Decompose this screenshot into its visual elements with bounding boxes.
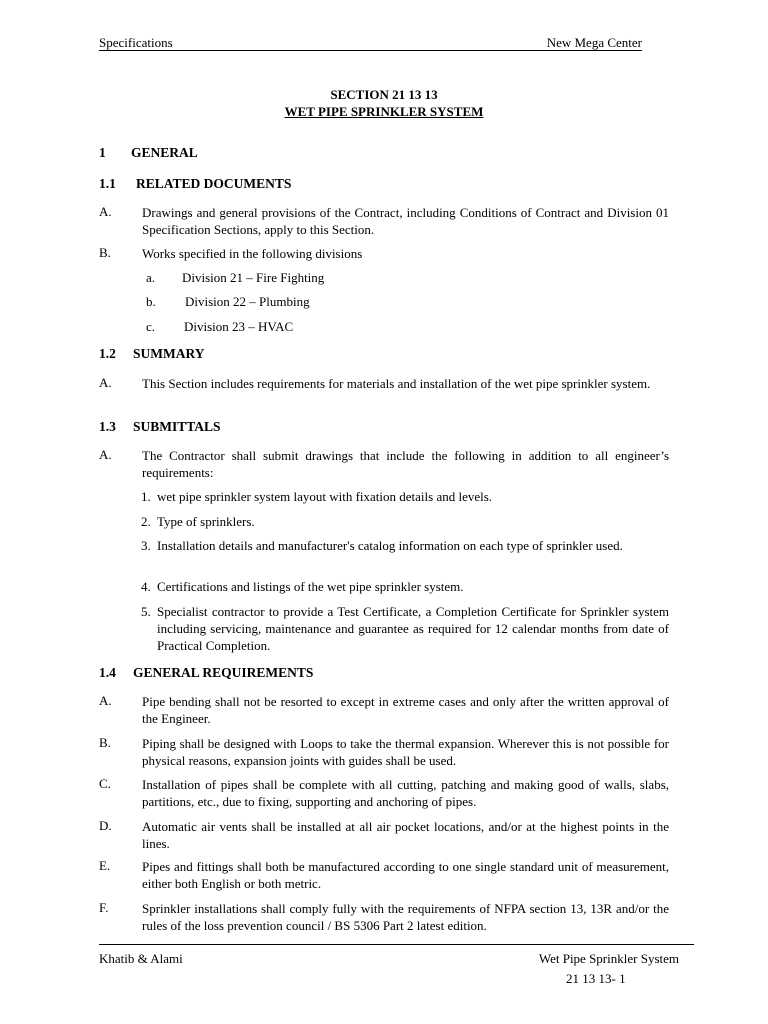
numbered-item-marker: 5. xyxy=(141,604,151,619)
paragraph-marker: B. xyxy=(99,245,111,260)
article-label: SUBMITTALS xyxy=(133,419,221,434)
numbered-item xyxy=(141,488,669,505)
article-number: 1.3 xyxy=(99,419,116,434)
article-number: 1.1 xyxy=(99,176,116,191)
paragraph-text: Pipes and fittings shall both be manufactured according to one single standard unit of measurement, either both English or both metric. xyxy=(142,859,669,891)
sub-item-text: Division 21 – Fire Fighting xyxy=(182,270,325,285)
paragraph-marker: D. xyxy=(99,818,112,833)
numbered-item xyxy=(141,578,669,595)
numbered-item-text: Type of sprinklers. xyxy=(157,514,255,529)
paragraph-text: Installation of pipes shall be complete with all cutting, patching and making good of walls, slabs, partitions, etc., due to fixing, supporting and anchoring of pipes. xyxy=(142,777,669,809)
article-heading xyxy=(99,665,313,681)
paragraph xyxy=(99,245,669,262)
sub-item-marker: c. xyxy=(146,319,156,334)
paragraph-text: This Section includes requirements for materials and installation of the wet pipe sprinkler system. xyxy=(142,376,651,391)
part-heading xyxy=(99,145,198,161)
paragraph xyxy=(99,858,669,892)
header-right: New Mega Center xyxy=(546,35,642,50)
sub-item xyxy=(146,294,310,310)
paragraph-text: Drawings and general provisions of the Contract, including Conditions of Contract and Division 01 Specification Sections, apply to this Section. xyxy=(142,205,669,237)
paragraph-text: Sprinkler installations shall comply fully with the requirements of NFPA section 13, 13R and/or the rules of the loss prevention council / BS 5306 Part 2 latest edition. xyxy=(142,901,669,933)
paragraph-marker: C. xyxy=(99,776,111,791)
paragraph-marker: A. xyxy=(99,204,112,219)
paragraph-text: Pipe bending shall not be resorted to except in extreme cases and only after the written approval of the Engineer. xyxy=(142,694,669,726)
numbered-item xyxy=(141,537,669,554)
article-heading xyxy=(99,346,205,362)
paragraph-text: Automatic air vents shall be installed at all air pocket locations, and/or at the highest points in the lines. xyxy=(142,819,669,851)
article-label: RELATED DOCUMENTS xyxy=(136,176,292,191)
article-label: SUMMARY xyxy=(133,346,205,361)
article-number: 1.4 xyxy=(99,665,116,680)
part-number: 1 xyxy=(99,145,106,160)
paragraph-marker: B. xyxy=(99,735,111,750)
sub-item-marker: b. xyxy=(146,294,156,309)
sub-item-marker: a. xyxy=(146,270,156,285)
paragraph-marker: F. xyxy=(99,900,109,915)
numbered-item-text: Certifications and listings of the wet pipe sprinkler system. xyxy=(157,579,464,594)
paragraph-marker: A. xyxy=(99,447,112,462)
paragraph-text: Works specified in the following divisions xyxy=(142,246,363,261)
part-label: GENERAL xyxy=(131,145,198,160)
paragraph-marker: A. xyxy=(99,375,112,390)
paragraph xyxy=(99,735,669,769)
paragraph xyxy=(99,776,669,810)
numbered-item-marker: 3. xyxy=(141,538,151,553)
paragraph xyxy=(99,204,669,238)
paragraph xyxy=(99,900,669,934)
numbered-item-marker: 2. xyxy=(141,514,151,529)
article-heading xyxy=(99,419,221,435)
numbered-item-marker: 4. xyxy=(141,579,151,594)
page-header xyxy=(99,34,642,51)
header-left: Specifications xyxy=(99,35,173,50)
paragraph-text: Piping shall be designed with Loops to take the thermal expansion. Wherever this is not possible for physical reasons, expansion joints with guides shall be used. xyxy=(142,736,669,768)
paragraph xyxy=(99,447,669,481)
paragraph-text: The Contractor shall submit drawings that include the following in addition to all engineer’s requirements: xyxy=(142,448,669,480)
article-heading xyxy=(99,176,291,192)
numbered-item xyxy=(141,603,669,654)
section-number: SECTION 21 13 13 xyxy=(330,87,438,102)
paragraph-marker: A. xyxy=(99,693,112,708)
sub-item-text: Division 23 – HVAC xyxy=(184,319,294,334)
paragraph-marker: E. xyxy=(99,858,111,873)
article-number: 1.2 xyxy=(99,346,116,361)
section-title: WET PIPE SPRINKLER SYSTEM xyxy=(284,104,484,119)
numbered-item-text: Specialist contractor to provide a Test Certificate, a Completion Certificate for Sprinkler system including servicing, maintenance and guarantee as required for 12 calendar months from date of Practical Completion. xyxy=(157,604,669,653)
paragraph xyxy=(99,375,669,392)
sub-item xyxy=(146,270,324,286)
article-label: GENERAL REQUIREMENTS xyxy=(133,665,314,680)
footer-right: Wet Pipe Sprinkler System xyxy=(538,951,679,966)
sub-item xyxy=(146,319,293,335)
numbered-item xyxy=(141,513,669,530)
numbered-item-text: Installation details and manufacturer's catalog information on each type of sprinkler used. xyxy=(157,538,623,553)
footer-left: Khatib & Alami xyxy=(99,951,183,966)
numbered-item-text: wet pipe sprinkler system layout with fixation details and levels. xyxy=(157,489,493,504)
sub-item-text: Division 22 – Plumbing xyxy=(185,294,310,309)
paragraph xyxy=(99,693,669,727)
paragraph xyxy=(99,818,669,852)
page-number: 21 13 13- 1 xyxy=(566,971,626,986)
page-footer xyxy=(99,944,694,1005)
numbered-item-marker: 1. xyxy=(141,489,151,504)
